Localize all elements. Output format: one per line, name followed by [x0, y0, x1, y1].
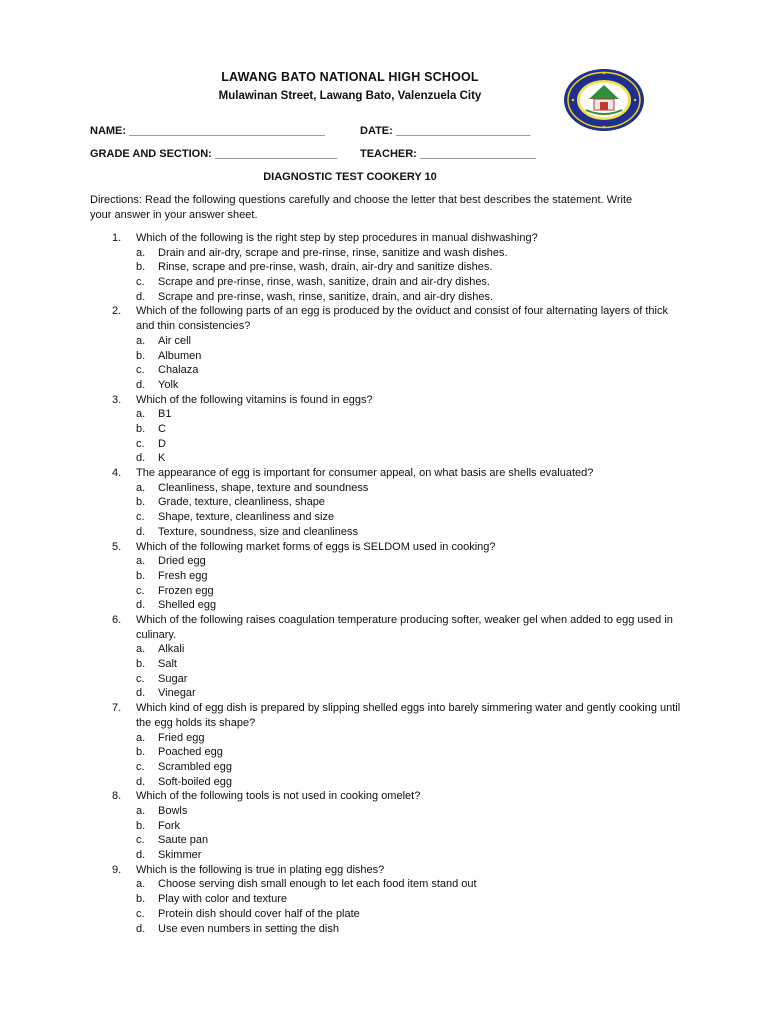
choice-text: Vinegar: [158, 687, 196, 700]
choice-letter: d.: [136, 290, 146, 303]
question-item: [0, 613, 768, 701]
choice-item: [0, 672, 768, 687]
choice-text: Cleanliness, shape, texture and soundness: [158, 481, 369, 494]
choice-text: Drain and air-dry, scrape and pre-rinse, rinse, sanitize and wash dishes.: [158, 246, 508, 259]
question-item: [0, 304, 768, 392]
question-number: 8.: [112, 790, 122, 803]
choice-item: [0, 775, 768, 790]
choice-letter: d.: [136, 775, 146, 788]
date-field: DATE: ______________________: [360, 125, 531, 137]
school-name: LAWANG BATO NATIONAL HIGH SCHOOL: [221, 70, 479, 84]
question-number: 3.: [112, 393, 122, 406]
choice-text: Rinse, scrape and pre-rinse, wash, drain, air-dry and sanitize dishes.: [158, 261, 493, 274]
choice-item: [0, 731, 768, 746]
choice-item: [0, 804, 768, 819]
choice-letter: c.: [136, 437, 145, 450]
choice-item: [0, 877, 768, 892]
choice-letter: d.: [136, 378, 146, 391]
choice-letter: b.: [136, 658, 146, 671]
question-text: Which kind of egg dish is prepared by slipping shelled eggs into barely simmering water and gently cooking until the egg holds its shape?: [136, 702, 681, 729]
choice-list: [0, 804, 768, 863]
choice-text: Fried egg: [158, 731, 205, 744]
choice-item: [0, 745, 768, 760]
choice-list: [0, 877, 768, 936]
question-text: The appearance of egg is important for consumer appeal, on what basis are shells evaluated?: [136, 467, 594, 480]
choice-letter: c.: [136, 276, 145, 289]
question-number: 5.: [112, 540, 122, 553]
choice-text: Soft-boiled egg: [158, 775, 232, 788]
choice-item: [0, 437, 768, 452]
choice-item: [0, 525, 768, 540]
choice-text: Shape, texture, cleanliness and size: [158, 511, 335, 524]
school-seal-icon: [563, 68, 645, 132]
choice-text: Grade, texture, cleanliness, shape: [158, 496, 325, 509]
question-item: [0, 393, 768, 466]
choice-list: [0, 246, 768, 305]
choice-letter: a.: [136, 643, 146, 656]
choice-item: [0, 833, 768, 848]
choice-text: Frozen egg: [158, 584, 214, 597]
choice-item: [0, 657, 768, 672]
choice-letter: b.: [136, 569, 146, 582]
choice-text: Albumen: [158, 349, 202, 362]
choice-item: [0, 760, 768, 775]
choice-item: [0, 510, 768, 525]
choice-letter: b.: [136, 261, 146, 274]
choice-letter: a.: [136, 334, 146, 347]
question-number: 7.: [112, 702, 122, 715]
directions: Directions: Read the following questions carefully and choose the letter that best describes the statement. Write your answer in your answer sheet.: [90, 194, 633, 221]
choice-item: [0, 819, 768, 834]
choice-letter: c.: [136, 672, 145, 685]
choice-item: [0, 451, 768, 466]
choice-item: [0, 907, 768, 922]
choice-item: [0, 407, 768, 422]
choice-item: [0, 246, 768, 261]
choice-text: Chalaza: [158, 364, 199, 377]
choice-letter: b.: [136, 819, 146, 832]
choice-item: [0, 481, 768, 496]
question-text: Which is the following is true in plating egg dishes?: [136, 863, 385, 876]
question-text: Which of the following raises coagulation temperature producing softer, weaker gel when added to egg used in culinary.: [136, 613, 673, 641]
choice-letter: a.: [136, 408, 146, 421]
choice-text: Air cell: [158, 334, 192, 347]
choice-item: [0, 275, 768, 290]
choice-text: Yolk: [158, 378, 179, 391]
choice-item: [0, 378, 768, 393]
choice-text: Texture, soundness, size and cleanliness: [158, 525, 358, 538]
choice-text: Shelled egg: [158, 599, 217, 612]
choice-letter: d.: [136, 599, 146, 612]
choice-text: K: [158, 452, 166, 465]
choice-list: [0, 407, 768, 466]
question-item: [0, 231, 768, 304]
choice-item: [0, 848, 768, 863]
choice-item: [0, 598, 768, 613]
choice-letter: b.: [136, 349, 146, 362]
question-text: Which of the following tools is not used in cooking omelet?: [136, 790, 421, 803]
question-number: 6.: [112, 613, 122, 626]
choice-text: Protein dish should cover half of the plate: [158, 907, 360, 920]
choice-text: Scrape and pre-rinse, rinse, wash, sanitize, drain and air-dry dishes.: [158, 276, 490, 289]
choice-text: Fork: [158, 819, 180, 832]
question-number: 1.: [112, 232, 122, 244]
choice-text: Salt: [158, 658, 177, 671]
teacher-field: TEACHER: ___________________: [360, 148, 537, 160]
choice-list: [0, 731, 768, 790]
choice-text: Dried egg: [158, 555, 206, 568]
choice-letter: c.: [136, 584, 145, 597]
choice-text: B1: [158, 408, 172, 421]
choice-letter: a.: [136, 731, 146, 744]
question-text: Which of the following vitamins is found in eggs?: [136, 393, 373, 406]
choice-letter: c.: [136, 834, 145, 847]
choice-item: [0, 554, 768, 569]
choice-letter: d.: [136, 922, 146, 935]
choice-text: Fresh egg: [158, 569, 208, 582]
choice-letter: b.: [136, 893, 146, 906]
choice-letter: d.: [136, 687, 146, 700]
choice-list: [0, 554, 768, 613]
choice-letter: a.: [136, 804, 146, 817]
question-text: Which of the following is the right step by step procedures in manual dishwashing?: [136, 232, 538, 244]
choice-list: [0, 481, 768, 540]
choice-letter: a.: [136, 481, 146, 494]
choice-letter: b.: [136, 496, 146, 509]
choice-item: [0, 334, 768, 349]
choice-text: Sugar: [158, 672, 188, 685]
question-item: [0, 789, 768, 862]
choice-text: D: [158, 437, 166, 450]
choice-item: [0, 363, 768, 378]
choice-item: [0, 260, 768, 275]
question-item: [0, 701, 768, 789]
choice-text: Scrape and pre-rinse, wash, rinse, sanitize, drain, and air-dry dishes.: [158, 290, 494, 303]
choice-letter: c.: [136, 511, 145, 524]
choice-letter: b.: [136, 746, 146, 759]
choice-text: Scrambled egg: [158, 760, 232, 773]
school-address: Mulawinan Street, Lawang Bato, Valenzuela City: [218, 90, 482, 102]
choice-text: C: [158, 423, 166, 435]
choice-item: [0, 686, 768, 701]
choice-list: [0, 334, 768, 393]
choice-text: Alkali: [158, 643, 185, 656]
choice-item: [0, 349, 768, 364]
choice-item: [0, 584, 768, 599]
question-item: [0, 863, 768, 936]
question-list: [0, 231, 768, 936]
choice-letter: b.: [136, 423, 146, 435]
choice-text: Use even numbers in setting the dish: [158, 922, 339, 935]
choice-item: [0, 422, 768, 437]
choice-letter: c.: [136, 760, 145, 773]
choice-letter: a.: [136, 878, 146, 891]
question-number: 2.: [112, 305, 122, 318]
test-title: DIAGNOSTIC TEST COOKERY 10: [263, 171, 437, 183]
choice-letter: d.: [136, 849, 146, 862]
question-item: [0, 540, 768, 613]
choice-text: Bowls: [158, 804, 188, 817]
choice-letter: d.: [136, 452, 146, 465]
choice-letter: c.: [136, 364, 145, 377]
choice-item: [0, 569, 768, 584]
choice-item: [0, 892, 768, 907]
choice-item: [0, 922, 768, 937]
question-number: 9.: [112, 863, 122, 876]
choice-item: [0, 290, 768, 305]
question-text: Which of the following market forms of eggs is SELDOM used in cooking?: [136, 540, 496, 553]
choice-text: Choose serving dish small enough to let each food item stand out: [158, 878, 477, 891]
choice-text: Skimmer: [158, 849, 202, 862]
question-item: [0, 466, 768, 539]
grade-section-field: GRADE AND SECTION: ____________________: [90, 148, 338, 160]
choice-letter: d.: [136, 525, 146, 538]
choice-text: Play with color and texture: [158, 893, 288, 906]
choice-letter: c.: [136, 907, 145, 920]
choice-letter: a.: [136, 555, 146, 568]
question-number: 4.: [112, 467, 122, 480]
choice-list: [0, 642, 768, 701]
choice-text: Saute pan: [158, 834, 209, 847]
choice-item: [0, 495, 768, 510]
choice-text: Poached egg: [158, 746, 223, 759]
name-field: NAME: ________________________________: [90, 125, 325, 137]
choice-item: [0, 642, 768, 657]
choice-letter: a.: [136, 246, 146, 259]
question-text: Which of the following parts of an egg is produced by the oviduct and consist of four alternating layers of thick and thin consistencies?: [136, 305, 668, 333]
